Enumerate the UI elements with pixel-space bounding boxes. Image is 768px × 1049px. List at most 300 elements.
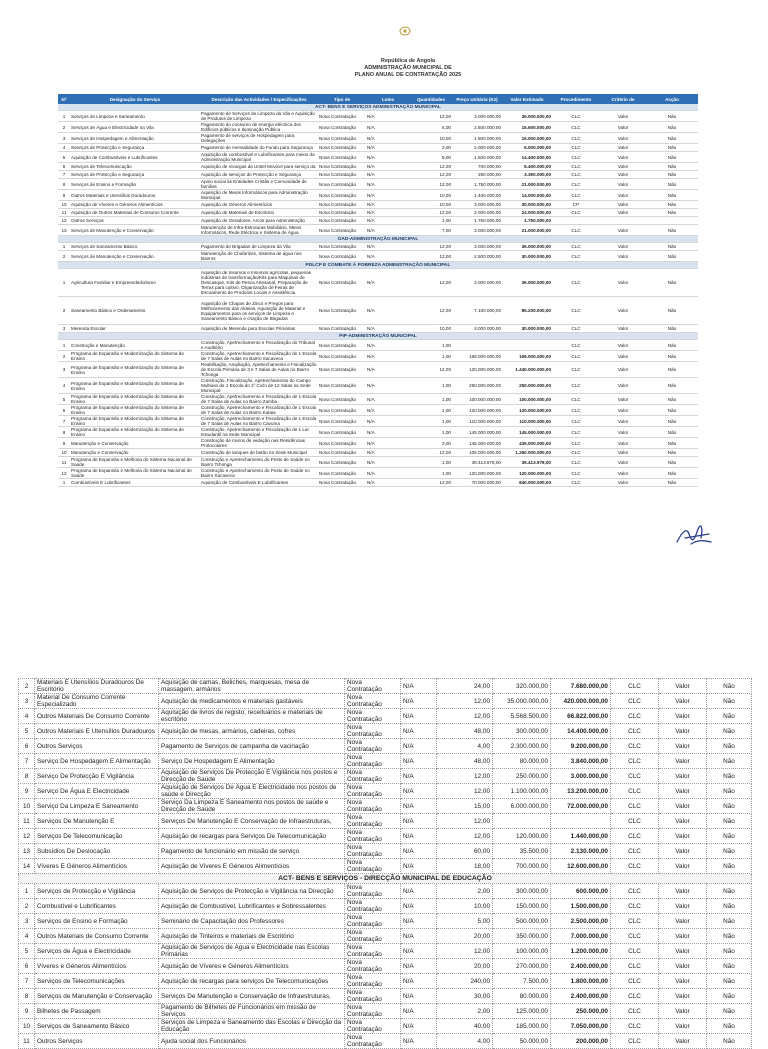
- service-designation-cell: Serviços de Ensino e Formação: [35, 914, 159, 929]
- contract-type-cell: Nova Contratação: [318, 225, 366, 236]
- quantity-cell: 24,00: [437, 679, 493, 694]
- row-number-cell: 6: [58, 405, 70, 416]
- contract-type-cell: Nova Contratação: [318, 163, 366, 171]
- service-description-cell: Aquisição de Meios Informáticos para Administração Municipal: [200, 190, 318, 201]
- row-number-cell: 6: [19, 739, 35, 754]
- row-number-cell: 3: [58, 325, 70, 333]
- criterion-cell: Valor: [600, 449, 646, 457]
- table-row: [58, 179, 698, 190]
- contract-type-cell: Nova Contratação: [318, 190, 366, 201]
- estimated-value-cell: [502, 340, 552, 351]
- table-row: [58, 405, 698, 416]
- estimated-value-cell: 7.680.000,00: [551, 679, 611, 694]
- unit-price-cell: 125.000,00: [493, 1004, 551, 1019]
- service-description-cell: Aquisição de Serviços de Protecção e Vigilância na Direcção: [159, 884, 345, 899]
- table-row: [19, 754, 752, 769]
- service-description-cell: Aquisição de Merenda para Escolas Primárias: [200, 325, 318, 333]
- criterion-cell: Valor: [659, 829, 707, 844]
- unit-price-cell: 300.000,00: [493, 724, 551, 739]
- row-number-cell: 12: [58, 217, 70, 225]
- col-header-description: Descrição das Actividades / Especificações: [200, 94, 318, 104]
- unit-price-cell: 145.000.000,00: [452, 438, 502, 449]
- table-row: [19, 799, 752, 814]
- unit-price-cell: 2.000.000,00: [452, 144, 502, 152]
- action-cell: Não: [646, 190, 698, 201]
- row-number-cell: 11: [19, 814, 35, 829]
- contract-type-cell: Nova Contratação: [318, 468, 366, 479]
- estimated-value-cell: 8.400.000,00: [502, 163, 552, 171]
- quantity-cell: 2,00: [437, 1004, 493, 1019]
- table-row: [58, 351, 698, 362]
- row-number-cell: 2: [58, 122, 70, 133]
- col-header-action: Acção: [646, 94, 698, 104]
- unit-price-cell: 3.000.000,00: [452, 111, 502, 122]
- service-description-cell: Pagamento de Bilhetes de Funcionários em missão de Serviços: [159, 1004, 345, 1019]
- unit-price-cell: 1.400.000,00: [452, 190, 502, 201]
- section-header-row: [19, 874, 752, 884]
- contract-type-cell: Nova Contratação: [318, 217, 366, 225]
- signature-icon: [673, 524, 715, 548]
- table-row: [58, 190, 698, 201]
- section-header-row: [58, 333, 698, 340]
- service-designation-cell: Serviços de Manutenção e Conservação: [35, 989, 159, 1004]
- unit-price-cell: 3.000.000,00: [452, 269, 502, 297]
- lot-cell: N/A: [366, 416, 410, 427]
- action-cell: Não: [646, 243, 698, 251]
- service-description-cell: Aquisição de Insumos e Insumos agrícolas, pequenas indústrias de transformação/Kits para Máquinas de Descasque, Kits de Pesca Artesanal, Preparação de Terras para cultivo, Organização de Feiras de Escoamento de Produtos Locais e Assistência: [200, 269, 318, 297]
- service-designation-cell: Víveres E Géneros Alimentícios: [35, 859, 159, 874]
- contract-type-cell: Nova Contratação: [345, 944, 401, 959]
- action-cell: Não: [707, 884, 752, 899]
- row-number-cell: 4: [58, 144, 70, 152]
- criterion-cell: Valor: [659, 959, 707, 974]
- estimated-value-cell: 420.000.000,00: [551, 694, 611, 709]
- quantity-cell: 12,00: [410, 209, 452, 217]
- row-number-cell: 1: [58, 269, 70, 297]
- action-cell: Não: [646, 449, 698, 457]
- service-designation-cell: Programa de Expansão e Modernização do Sistema de Ensino: [70, 405, 200, 416]
- quantity-cell: 1,00: [410, 378, 452, 394]
- row-number-cell: 2: [58, 251, 70, 262]
- unit-price-cell: 3.000.000,00: [452, 201, 502, 209]
- unit-price-cell: 185.000,00: [493, 1019, 551, 1034]
- criterion-cell: Valor: [600, 325, 646, 333]
- action-cell: Não: [707, 974, 752, 989]
- contract-type-cell: Nova Contratação: [345, 859, 401, 874]
- quantity-cell: 12,00: [437, 944, 493, 959]
- lot-cell: N/A: [366, 340, 410, 351]
- quantity-cell: 4,00: [437, 1034, 493, 1049]
- service-description-cell: Serviços De Manutenção E Conservação de Infraestruturas,: [159, 814, 345, 829]
- unit-price-cell: 280.000,00: [452, 171, 502, 179]
- lot-cell: N/A: [366, 201, 410, 209]
- criterion-cell: Valor: [600, 340, 646, 351]
- unit-price-cell: 50.000,00: [493, 1034, 551, 1049]
- unit-price-cell: 250.000,00: [493, 769, 551, 784]
- table-row: [19, 769, 752, 784]
- unit-price-cell: 1.100.000,00: [493, 784, 551, 799]
- service-description-cell: Aquisição de Serviços De Água E Electricidade nos postos de saúde e Direcção: [159, 784, 345, 799]
- procedure-cell: CLC: [611, 769, 659, 784]
- action-cell: Não: [646, 122, 698, 133]
- service-designation-cell: Serviços de Protecção e Segurança: [70, 144, 200, 152]
- procedure-cell: CLC: [552, 209, 600, 217]
- procedure-cell: CLC: [611, 844, 659, 859]
- service-description-cell: Aquisição de recargas para Serviços De Telecomunicação: [159, 829, 345, 844]
- service-description-cell: Reabilitação, Ampliação, Apetrechamento e Fiscalização de Escola Primária de 3 e 7 Salas de Aulas no Bairro Tchonga: [201, 362, 317, 377]
- action-cell: Não: [646, 378, 698, 394]
- criterion-cell: Valor: [600, 351, 646, 362]
- service-designation-cell: Serviços De Manutenção E: [35, 814, 159, 829]
- table-row: [58, 297, 698, 325]
- section-title: ACT- BENS E SERVIÇOS - DIRECÇÃO MUNICIPAL DE EDUCAÇÃO: [19, 874, 752, 884]
- row-number-cell: 3: [58, 133, 70, 144]
- estimated-value-cell: 145.000.000,00: [502, 427, 552, 438]
- criterion-cell: Valor: [600, 133, 646, 144]
- procedure-cell: CLC: [611, 1004, 659, 1019]
- action-cell: Não: [646, 362, 698, 378]
- contract-type-cell: Nova Contratação: [345, 769, 401, 784]
- quantity-cell: 40,00: [437, 1019, 493, 1034]
- estimated-value-cell: 66.822.000,00: [551, 709, 611, 724]
- service-description-cell: Aquisição de Serviços De Protecção E Vigilância nos postos e Direcção de Saúde: [159, 769, 345, 784]
- quantity-cell: 12,00: [437, 694, 493, 709]
- table-row: [58, 217, 698, 225]
- service-designation-cell: Aquisição de Combustíveis e Lubrificantes: [70, 152, 200, 163]
- quantity-cell: 60,00: [437, 844, 493, 859]
- action-cell: Não: [646, 251, 698, 262]
- action-cell: Não: [707, 739, 752, 754]
- action-cell: Não: [707, 1004, 752, 1019]
- row-number-cell: 9: [58, 190, 70, 201]
- action-cell: Não: [707, 694, 752, 709]
- estimated-value-cell: 12.600.000,00: [551, 859, 611, 874]
- row-number-cell: 1: [58, 111, 70, 122]
- row-number-cell: 8: [19, 769, 35, 784]
- contract-type-cell: Nova Contratação: [318, 427, 366, 438]
- unit-price-cell: 1.600.000,00: [452, 152, 502, 163]
- service-designation-cell: Outros Serviços: [35, 739, 159, 754]
- estimated-value-cell: 15.600.000,00: [502, 122, 552, 133]
- action-cell: Não: [646, 201, 698, 209]
- service-description-cell: Aquisição de livros de registo, receituários e materiais de escritório: [159, 709, 345, 724]
- table-row: [19, 829, 752, 844]
- row-number-cell: 4: [19, 709, 35, 724]
- unit-price-cell: 105.000.000,00: [452, 449, 502, 457]
- action-cell: Não: [707, 1019, 752, 1034]
- table-row: [19, 929, 752, 944]
- estimated-value-cell: 840.000.000,00: [502, 479, 552, 487]
- service-designation-cell: Serviços de Saneamento Básico: [35, 1019, 159, 1034]
- estimated-value-cell: 200.000,00: [551, 1034, 611, 1049]
- unit-price-cell: 5.568.500,00: [493, 709, 551, 724]
- row-number-cell: 13: [58, 225, 70, 236]
- action-cell: Não: [646, 394, 698, 405]
- criterion-cell: Valor: [600, 438, 646, 449]
- procedure-cell: CLC: [611, 709, 659, 724]
- table-row: [58, 468, 698, 479]
- action-cell: Não: [646, 133, 698, 144]
- lot-cell: N/A: [401, 989, 437, 1004]
- row-number-cell: 11: [58, 209, 70, 217]
- estimated-value-cell: 3.840.000,00: [551, 754, 611, 769]
- procedure-cell: CLC: [552, 269, 600, 297]
- service-description-cell: Construção, Apetrechamento e Fiscalização de 1 Escola de 7 Salas de Aulas no Bairro Cavuma: [201, 416, 317, 426]
- contract-type-cell: Nova Contratação: [345, 1019, 401, 1034]
- contract-type-cell: Nova Contratação: [345, 989, 401, 1004]
- quantity-cell: 12,00: [410, 362, 452, 378]
- unit-price-cell: 110.000.000,00: [452, 416, 502, 427]
- quantity-cell: 1,00: [410, 405, 452, 416]
- contract-type-cell: Nova Contratação: [318, 144, 366, 152]
- service-designation-cell: Outros Materiais de Consumo Corrente: [35, 929, 159, 944]
- contract-type-cell: Nova Contratação: [318, 449, 366, 457]
- procedure-cell: CLC: [611, 739, 659, 754]
- row-number-cell: 12: [19, 829, 35, 844]
- service-designation-cell: Programa de Expansão e Modernização do Sistema de Ensino: [70, 362, 200, 378]
- contract-type-cell: Nova Contratação: [318, 351, 366, 362]
- procedure-cell: CLC: [611, 944, 659, 959]
- lot-cell: N/A: [366, 190, 410, 201]
- quantity-cell: 12,00: [437, 829, 493, 844]
- contract-type-cell: Nova Contratação: [318, 201, 366, 209]
- row-number-cell: 10: [19, 1019, 35, 1034]
- unit-price-cell: 6.000.000,00: [493, 799, 551, 814]
- col-header-procedure: Procedimento: [552, 94, 600, 104]
- lot-cell: N/A: [366, 217, 410, 225]
- unit-price-cell: 7.100.000,00: [452, 297, 502, 325]
- table-row: [19, 944, 752, 959]
- lot-cell: N/A: [401, 1019, 437, 1034]
- plan-title: PLANO ANUAL DE CONTRATAÇÃO 2025: [354, 72, 462, 78]
- service-designation-cell: Serviços de Telecomunicação: [70, 163, 200, 171]
- unit-price-cell: 35.000.000,00: [493, 694, 551, 709]
- procedure-cell: CLC: [552, 225, 600, 236]
- unit-price-cell: 2.500.000,00: [452, 251, 502, 262]
- procedure-cell: CLC: [611, 914, 659, 929]
- action-cell: Não: [707, 829, 752, 844]
- criterion-cell: Valor: [600, 190, 646, 201]
- admin-title: ADMINISTRAÇÃO MUNICIPAL DE: [364, 65, 452, 71]
- action-cell: Não: [646, 416, 698, 427]
- lot-cell: N/A: [366, 405, 410, 416]
- lot-cell: N/A: [366, 269, 410, 297]
- lot-cell: N/A: [366, 163, 410, 171]
- contract-type-cell: Nova Contratação: [318, 479, 366, 487]
- table-row: [19, 1019, 752, 1034]
- row-number-cell: 3: [19, 914, 35, 929]
- table-row: [58, 144, 698, 152]
- row-number-cell: 9: [19, 1004, 35, 1019]
- service-designation-cell: Serviços de Água e Electricidade: [35, 944, 159, 959]
- service-designation-cell: Materiais E Utensílios Duradouros De Escritório: [35, 679, 159, 694]
- criterion-cell: Valor: [659, 844, 707, 859]
- service-description-cell: Aquisição de Materiais de Escritório: [200, 209, 318, 217]
- table-row: [58, 340, 698, 351]
- procedure-cell: CLC: [552, 133, 600, 144]
- table-row: [58, 378, 698, 394]
- lot-cell: N/A: [401, 914, 437, 929]
- service-designation-cell: Saneamento Básico e Ordenamento: [70, 297, 200, 325]
- estimated-value-cell: 85.200.000,00: [502, 297, 552, 325]
- lot-cell: N/A: [366, 449, 410, 457]
- criterion-cell: Valor: [600, 479, 646, 487]
- unit-price-cell: 150.000,00: [493, 899, 551, 914]
- procedure-cell: CLC: [552, 325, 600, 333]
- service-description-cell: Aquisição de Geradores, Arcos para Administração: [200, 217, 318, 225]
- row-number-cell: 2: [58, 297, 70, 325]
- procedure-cell: CLC: [552, 427, 600, 438]
- service-description-cell: Apoio social às Entidades Cristãs e Comunidade de famílias: [200, 179, 318, 190]
- service-designation-cell: Outros Materiais E Utensílios Duradouros: [35, 724, 159, 739]
- estimated-value-cell: 250.000,00: [551, 1004, 611, 1019]
- estimated-value-cell: 7.050.000,00: [551, 1019, 611, 1034]
- unit-price-cell: 120.000.000,00: [452, 468, 502, 479]
- contract-type-cell: Nova Contratação: [318, 325, 366, 333]
- action-cell: Não: [646, 325, 698, 333]
- procedure-cell: CP: [552, 201, 600, 209]
- quantity-cell: 12,00: [410, 179, 452, 190]
- lot-cell: N/A: [366, 209, 410, 217]
- procedure-cell: CLC: [611, 754, 659, 769]
- lot-cell: N/A: [401, 929, 437, 944]
- service-description-cell: Serviço De Hospedagem E Alimentação: [159, 754, 345, 769]
- service-designation-cell: Programa de Expansão e Modernização do Sistema de Ensino: [70, 394, 200, 405]
- unit-price-cell: 80.000,00: [493, 754, 551, 769]
- procedure-cell: CLC: [552, 351, 600, 362]
- contract-type-cell: Nova Contratação: [318, 171, 366, 179]
- contract-type-cell: Nova Contratação: [345, 724, 401, 739]
- table-row: [58, 111, 698, 122]
- table-row: [19, 899, 752, 914]
- procedure-cell: CLC: [611, 974, 659, 989]
- procedure-cell: CLC: [611, 694, 659, 709]
- procedure-cell: CLC: [552, 479, 600, 487]
- row-number-cell: 8: [58, 179, 70, 190]
- row-number-cell: 13: [19, 844, 35, 859]
- col-header-criterion: Critério de: [600, 94, 646, 104]
- table-row: [58, 449, 698, 457]
- lot-cell: N/A: [401, 1034, 437, 1049]
- estimated-value-cell: 36.000.000,00: [502, 243, 552, 251]
- action-cell: Não: [707, 769, 752, 784]
- lot-cell: N/A: [401, 679, 437, 694]
- service-description-cell: Aquisição de combustível e Lubrificantes para meios da Administração Municipal: [200, 152, 318, 163]
- service-designation-cell: Serviços de Telecomunicações: [35, 974, 159, 989]
- service-description-cell: Seminário de Capacitação dos Professores: [159, 914, 345, 929]
- row-number-cell: 4: [58, 378, 70, 394]
- quantity-cell: 12,00: [410, 479, 452, 487]
- procedure-cell: CLC: [552, 297, 600, 325]
- table-row: [19, 1034, 752, 1049]
- procurement-table-1: [58, 94, 698, 487]
- quantity-cell: 18,00: [437, 859, 493, 874]
- contract-type-cell: Nova Contratação: [345, 899, 401, 914]
- quantity-cell: 15,00: [437, 799, 493, 814]
- criterion-cell: Valor: [600, 427, 646, 438]
- action-cell: Não: [707, 899, 752, 914]
- unit-price-cell: 1.500.000,00: [452, 133, 502, 144]
- service-designation-cell: Serviços de Limpeza e Saneamento: [70, 111, 200, 122]
- procedure-cell: CLC: [552, 378, 600, 394]
- action-cell: Não: [646, 152, 698, 163]
- criterion-cell: Valor: [600, 111, 646, 122]
- estimated-value-cell: 1.260.000.000,00: [502, 449, 552, 457]
- unit-price-cell: 80.000,00: [493, 989, 551, 1004]
- contract-type-cell: Nova Contratação: [345, 1034, 401, 1049]
- estimated-value-cell: 2.500.000,00: [551, 914, 611, 929]
- procedure-cell: CLC: [552, 111, 600, 122]
- section-title: PDLCP E COMBATE À POBREZA ADMINISTRAÇÃO MUNICIPAL: [58, 262, 698, 269]
- service-designation-cell: Aquisição de Víveres e Géneros Alimentícios: [70, 201, 200, 209]
- estimated-value-cell: 2.400.000,00: [551, 989, 611, 1004]
- table-row: [19, 709, 752, 724]
- action-cell: Não: [707, 914, 752, 929]
- contract-type-cell: Nova Contratação: [318, 209, 366, 217]
- contract-type-cell: Nova Contratação: [345, 739, 401, 754]
- service-designation-cell: Material De Consumo Corrente Especializado: [35, 694, 159, 709]
- service-description-cell: Construção e Apetrechamento do Posto de Saúde no Bairro Tchonga: [200, 457, 318, 468]
- criterion-cell: Valor: [600, 179, 646, 190]
- table-row: [58, 152, 698, 163]
- criterion-cell: Valor: [659, 679, 707, 694]
- estimated-value-cell: 100.000.000,00: [502, 394, 552, 405]
- unit-price-cell: 145.000.000,00: [452, 427, 502, 438]
- procedure-cell: CLC: [611, 799, 659, 814]
- lot-cell: N/A: [366, 144, 410, 152]
- service-designation-cell: Manutenção e Conservação: [70, 438, 200, 449]
- col-header-designation: Designação do Serviço: [70, 94, 200, 104]
- lot-cell: N/A: [366, 479, 410, 487]
- criterion-cell: Valor: [659, 914, 707, 929]
- service-description-cell: Aquisição de medicamentos e materiais gastáveis: [159, 694, 345, 709]
- contract-type-cell: Nova Contratação: [318, 251, 366, 262]
- estimated-value-cell: 14.400.000,00: [502, 152, 552, 163]
- lot-cell: N/A: [366, 152, 410, 163]
- action-cell: Não: [646, 468, 698, 479]
- action-cell: Não: [707, 709, 752, 724]
- row-number-cell: 1: [19, 884, 35, 899]
- lot-cell: N/A: [401, 784, 437, 799]
- action-cell: Não: [707, 959, 752, 974]
- quantity-cell: 240,00: [437, 974, 493, 989]
- row-number-cell: 9: [19, 784, 35, 799]
- contract-type-cell: Nova Contratação: [345, 929, 401, 944]
- action-cell: Não: [646, 171, 698, 179]
- service-description-cell: Aquisição de Combustível, Lubrificantes e Sobressalentes: [159, 899, 345, 914]
- service-description-cell: Construção, Apetrechamento e Fiscalização de 1 Lar Estudantil na Sede Municipal: [200, 427, 318, 438]
- service-designation-cell: Serviços de Ensino e Formação: [70, 179, 200, 190]
- procedure-cell: CLC: [552, 468, 600, 479]
- service-designation-cell: Serviço De Protecção E Vigilância: [35, 769, 159, 784]
- estimated-value-cell: 30.000.000,00: [502, 251, 552, 262]
- unit-price-cell: 70.000.000,00: [452, 479, 502, 487]
- quantity-cell: 10,00: [410, 133, 452, 144]
- action-cell: Não: [646, 209, 698, 217]
- service-description-cell: Aquisição de Serviços de Água e Electricidade nas Escolas Primárias: [159, 944, 345, 959]
- unit-price-cell: 2.600.000,00: [452, 122, 502, 133]
- quantity-cell: 12,00: [410, 163, 452, 171]
- unit-price-cell: 3.000.000,00: [452, 243, 502, 251]
- lot-cell: N/A: [366, 111, 410, 122]
- criterion-cell: Valor: [659, 884, 707, 899]
- row-number-cell: 2: [19, 679, 35, 694]
- service-description-cell: Pagamento de Serviços de Limpeza da Vila e Aquisição de Produtos de Limpeza: [200, 111, 318, 122]
- table-row: [58, 122, 698, 133]
- quantity-cell: 12,00: [437, 769, 493, 784]
- criterion-cell: Valor: [600, 171, 646, 179]
- procedure-cell: CLC: [552, 243, 600, 251]
